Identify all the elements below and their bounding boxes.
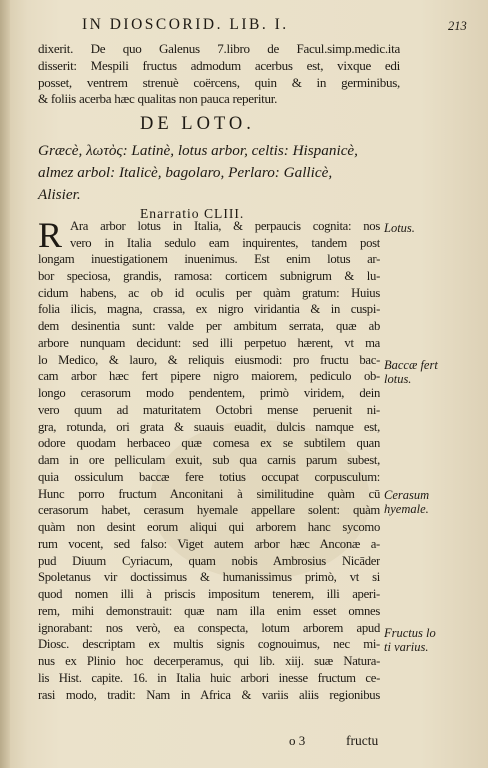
text-line: dem desinentia sunt: valde per ambitum serrata, quæ ab bbox=[38, 319, 380, 333]
running-head: IN DIOSCORID. LIB. I. bbox=[82, 16, 289, 33]
top-text-block bbox=[38, 41, 400, 108]
page-gutter bbox=[0, 0, 10, 768]
text-line: vero in Italia sedulo eam inquirentes, tandem post bbox=[70, 235, 380, 250]
text-line: folia ilicis, magna, crassa, ex nigro viridantia & in cuspi- bbox=[38, 302, 380, 317]
text-line: rem, mihi demonstrauit: quæ nam illa enim esset omnes bbox=[38, 603, 380, 618]
marginal-note bbox=[384, 488, 429, 516]
text-line: dam in ore pelliculam exuit, sub qua carnis parum subest, bbox=[38, 453, 380, 467]
text-line: gra, rotunda, ori grata & suauis euadit, dulcis namque est, bbox=[38, 419, 380, 434]
text-line: cerasorum habet, cerasum hyemale appellare solent: quàm bbox=[38, 503, 380, 518]
signature-mark: o 3 bbox=[289, 733, 306, 748]
text-line: rum vocent, sed falso: Viget autem arbor hæc Anconæ a- bbox=[38, 536, 380, 551]
marginal-note-line: hyemale. bbox=[384, 502, 429, 516]
text-line: Hunc porro fructum Anconitani à similitudine quàm cū bbox=[38, 486, 380, 501]
text-line: odore quodam herbaceo quæ comesa ex se subtilem quan bbox=[38, 436, 380, 451]
enarratio-heading: Enarratio CLIII. bbox=[140, 206, 245, 221]
text-line: lo Medico, & lauro, & reliquis eiusmodi: pro fructu bac- bbox=[38, 352, 380, 367]
text-line: Diosc. descriptam ex multis signis cognouimus, nec mi- bbox=[38, 637, 380, 652]
text-line: Ara arbor lotus in Italia, & perpaucis cognita: nos bbox=[70, 219, 380, 233]
text-line: cam arbor hæc fert pipere nigro maiorem, pediculo ob- bbox=[38, 369, 380, 384]
text-line: rasi modo, tradit: Nam in Africa & variis aliis regionibus bbox=[38, 687, 380, 702]
text-line: quia ossiculum baccæ fere totius occupat corpusculum: bbox=[38, 469, 380, 484]
text-line: longam inuestigationem inuenimus. Est enim lotus ar- bbox=[38, 252, 380, 266]
text-line: cidum habens, ac ob id oculis per quàm gratum: Huius bbox=[38, 285, 380, 300]
synonym-line: Græcè, λωτὸς: Latinè, lotus arbor, celtis: Hispanicè, bbox=[38, 142, 358, 159]
text-line: dixerit. De quo Galenus 7.libro de Facul.simp.medic.ita bbox=[38, 41, 400, 56]
text-line: ignorabant: nos verò, ea conspecta, lotum arborem apud bbox=[38, 620, 380, 635]
synonyms-block bbox=[38, 140, 386, 206]
text-line: pud Diuum Cyriacum, quam nobis Ambrosius Nicāder bbox=[38, 553, 380, 568]
drop-capital: R bbox=[38, 215, 63, 255]
marginal-note-line: ti varius. bbox=[384, 640, 429, 654]
text-line: nus ex Plinio hoc decerperamus, qui lib. xiij. suæ Natura- bbox=[38, 654, 380, 668]
text-line: & foliis acerba hæc qualitas non pauca reperitur. bbox=[38, 91, 278, 107]
marginal-note bbox=[384, 626, 436, 654]
marginal-note-line: Lotus. bbox=[384, 221, 415, 235]
text-line: vero quum ad maturitatem Octobri mense peruenit ni- bbox=[38, 402, 380, 417]
text-line: arbore nunquam decidunt: sed illi perpetuo hærent, vt ma bbox=[38, 335, 380, 350]
catchword: fructu bbox=[346, 733, 379, 748]
text-line: disserit: Mespili fructus admodum acerbus est, vixque edi bbox=[38, 57, 400, 73]
text-line: quàm non desint eorum aliqui qui arborem hanc sycomo bbox=[38, 520, 380, 534]
text-line: quod nomen illi à priscis impositum tenerem, illi aperi- bbox=[38, 587, 380, 601]
text-line: bor speciosa, grandis, ramosa: corticem subnigrum & lu- bbox=[38, 268, 380, 283]
synonym-line: Alisier. bbox=[38, 186, 81, 203]
marginal-note-line: lotus. bbox=[384, 372, 412, 386]
folio-number: 213 bbox=[448, 19, 467, 33]
marginal-note-line: Fructus lo bbox=[384, 626, 436, 640]
marginal-note-line: Baccæ fert bbox=[384, 358, 438, 372]
marginal-note-line: Cerasum bbox=[384, 488, 430, 502]
marginal-note bbox=[384, 358, 438, 386]
synonym-line: almez arbol: Italicè, bagolaro, Perlaro: Gallicè, bbox=[38, 164, 333, 181]
text-line: posset, ventrem strenuè coërcens, quin & in germinibus, bbox=[38, 74, 400, 90]
marginal-note bbox=[384, 221, 415, 235]
text-line: lis Hist. capite. 16. in Italia huic arbori inesse fructum ce- bbox=[38, 670, 380, 685]
dropcap-lines bbox=[70, 218, 380, 252]
text-line: Spoletanus vir doctissimus & humanissimus primò, vt si bbox=[38, 570, 380, 585]
section-title: DE LOTO. bbox=[140, 114, 255, 134]
body-text bbox=[38, 251, 380, 703]
text-line: longo cerasorum modo pendentem, primò viridem, dein bbox=[38, 386, 380, 400]
